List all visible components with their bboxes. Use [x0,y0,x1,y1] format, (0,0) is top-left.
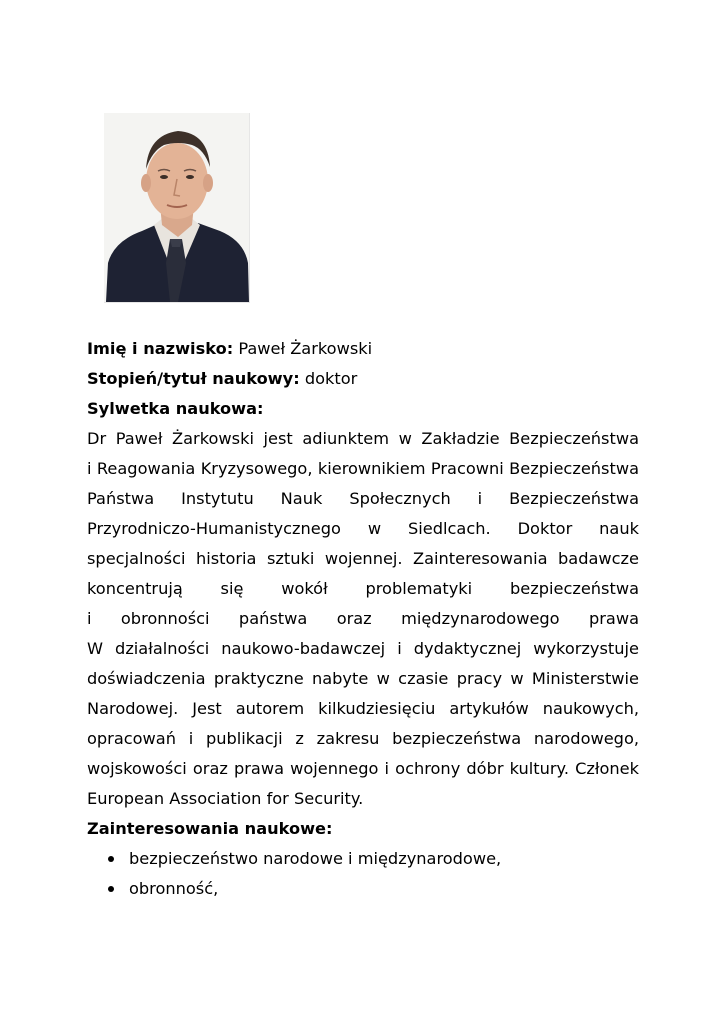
bio-line: specjalności historia sztuki wojennej. Zainteresowania badawcze [87,549,639,568]
list-item [87,874,639,904]
interest-text: obronność, [129,879,219,898]
bio-line: European Association for Security. [87,789,364,808]
name-value: Paweł Żarkowski [233,339,373,358]
bio-line: W działalności naukowo-badawczej i dydaktycznej wykorzystuje [87,639,639,658]
interest-text: bezpieczeństwo narodowe i międzynarodowe, [129,849,502,868]
bio-paragraph [87,424,639,814]
bio-line: koncentrują się wokół problematyki bezpieczeństwa [87,579,639,598]
bio-line: i Reagowania Kryzysowego, kierownikiem Pracowni Bezpieczeństwa [87,459,639,478]
bio-line: Narodowej. Jest autorem kilkudziesięciu artykułów naukowych, [87,699,639,718]
profile-content [87,334,639,904]
name-label: Imię i nazwisko: [87,339,234,358]
degree-value: doktor [299,369,358,388]
bio-line: Dr Paweł Żarkowski jest adiunktem w Zakładzie Bezpieczeństwa [87,429,639,448]
degree-label: Stopień/tytuł naukowy: [87,369,300,388]
bio-line: Państwa Instytutu Nauk Społecznych i Bezpieczeństwa [87,489,639,508]
bullet-icon [108,856,114,862]
interests-list [87,844,639,904]
bio-line: Przyrodniczo-Humanistycznego w Siedlcach. Doktor nauk [87,519,639,538]
list-item [87,844,639,874]
bio-line: i obronności państwa oraz międzynarodowego prawa [87,609,639,628]
bullet-icon [108,886,114,892]
bio-line: doświadczenia praktyczne nabyte w czasie pracy w Ministerstwie [87,669,639,688]
bio-line: wojskowości oraz prawa wojennego i ochrony dóbr kultury. Członek [87,759,639,778]
degree-row [87,364,639,394]
portrait-photo [104,113,250,303]
interests-heading: Zainteresowania naukowe: [87,819,333,838]
bio-line: opracowań i publikacji z zakresu bezpieczeństwa narodowego, [87,729,639,748]
profile-heading: Sylwetka naukowa: [87,399,264,418]
name-row [87,334,639,364]
